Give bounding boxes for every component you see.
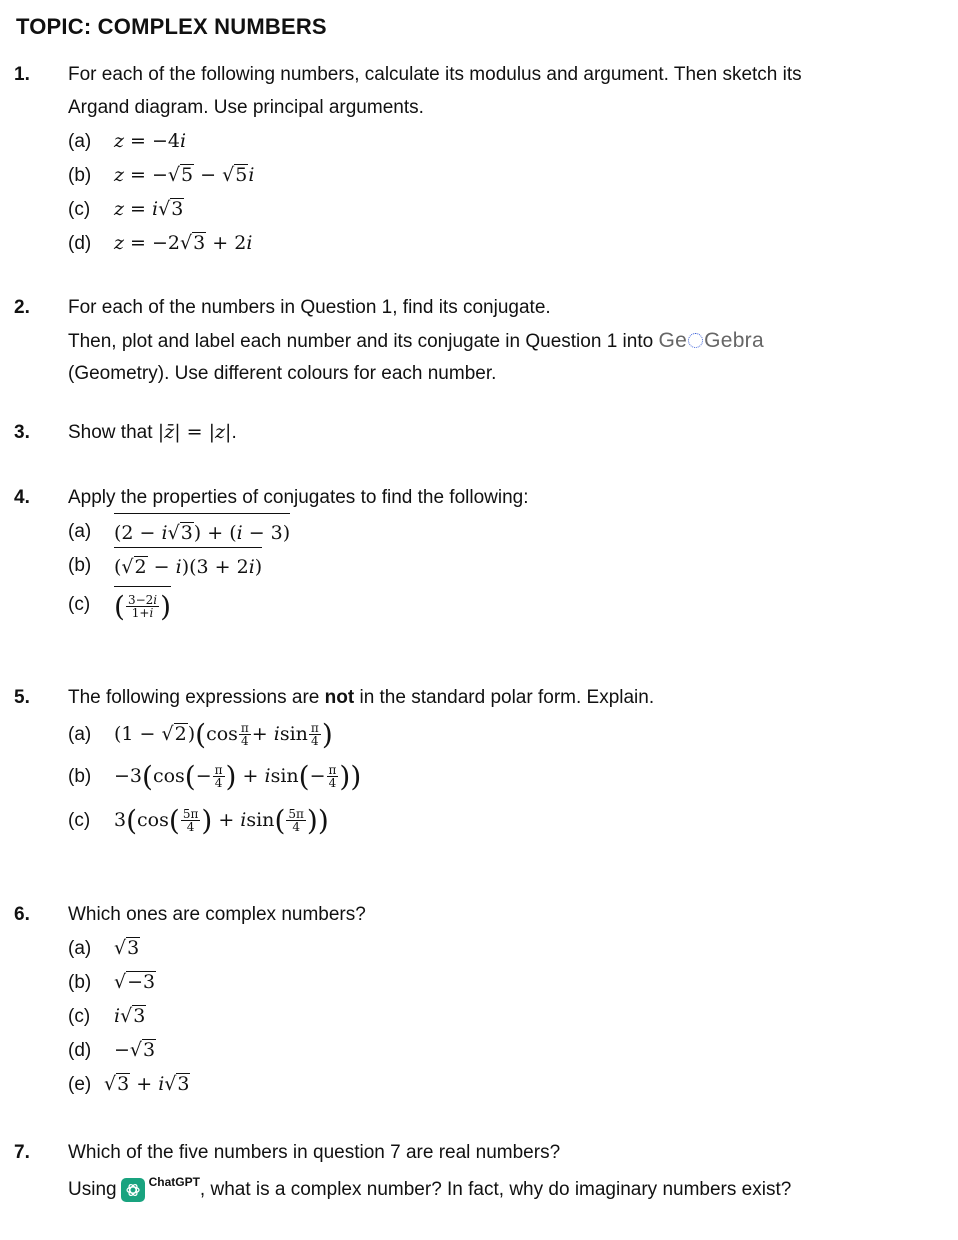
math-expression: −3(cos(− $\frac{\pi}{4}$ ) + isin(− $\frac{\pi}{4}$ ))	[114, 759, 362, 793]
sub-part-c: (c) 3(cos( $\frac{5\pi}{4}$ ) + isin( $\frac{5\pi}{4}$ ))	[68, 803, 329, 837]
sub-part-a: (a) (1 − √2)(cos $\frac{\pi}{4}$ + isin $\frac{\pi}{4}$ )	[68, 717, 333, 751]
sub-part-c: (c) i√3	[68, 999, 948, 1033]
openai-knot-icon	[121, 1178, 145, 1202]
math-expression: (2 − i√3) + (i − 3)	[114, 513, 290, 550]
math-expression: (1 − √2)(cos $\frac{\pi}{4}$ + isin $\frac{\pi}{4}$ )	[114, 717, 333, 751]
sub-part-d: (d) z = −2√3 + 2i	[68, 226, 948, 260]
question-number: 1.	[14, 64, 30, 85]
sub-part-a: (a) z = −4i	[68, 124, 948, 158]
sub-part-d: (d) −√3	[68, 1033, 948, 1067]
sub-part-b: (b) −3(cos(− $\frac{\pi}{4}$ ) + isin(− $\frac{\pi}{4}$ ))	[68, 759, 362, 793]
sub-part-c: (c) z = i√3	[68, 192, 948, 226]
math-expression: |z̄| = |z|	[157, 421, 232, 443]
math-expression: 3(cos( $\frac{5\pi}{4}$ ) + isin( $\frac{5\pi}{4}$ ))	[114, 803, 329, 837]
page-title: TOPIC: COMPLEX NUMBERS	[16, 14, 327, 39]
question-text: For each of the numbers in Question 1, find its conjugate.	[68, 297, 551, 318]
geogebra-ellipse-icon	[688, 333, 703, 348]
question-number: 3.	[14, 422, 30, 443]
math-expression: z = −4i	[114, 129, 187, 152]
math-expression: √−3	[114, 970, 156, 993]
math-expression: √3 + i√3	[104, 1072, 190, 1095]
math-expression: (√2 − i)(3 + 2i)	[114, 547, 262, 584]
math-expression: z = −√5 − √5i	[114, 163, 255, 186]
question-text: Apply the properties of conjugates to find the following:	[68, 487, 529, 508]
question-text: Which of the five numbers in question 7 are real numbers?	[68, 1142, 561, 1163]
sub-part-b: (b) √−3	[68, 965, 948, 999]
math-expression: ( $\frac{3-2i}{1+i}$ )	[114, 586, 171, 623]
question-text: (Geometry). Use different colours for each number.	[68, 363, 497, 384]
sub-part-a: (a) (2 − i√3) + (i − 3)	[68, 514, 948, 548]
math-expression: i√3	[114, 1004, 146, 1027]
math-expression: z = i√3	[114, 197, 184, 220]
question-text: Then, plot and label each number and its conjugate in Question 1 into	[68, 331, 654, 352]
sub-part-c: (c) ( $\frac{3-2i}{1+i}$ )	[68, 582, 948, 626]
question-text: Which ones are complex numbers?	[68, 904, 366, 925]
geogebra-logo-icon: Ge Gebra	[658, 329, 764, 352]
sub-part-b: (b) (√2 − i)(3 + 2i)	[68, 548, 948, 582]
question-text: Argand diagram. Use principal arguments.	[68, 97, 424, 118]
question-number: 5.	[14, 687, 30, 708]
question-number: 4.	[14, 487, 30, 508]
question-text: For each of the following numbers, calculate its modulus and argument. Then sketch its	[68, 64, 802, 85]
math-expression: −√3	[114, 1038, 156, 1061]
sub-part-a: (a) √3	[68, 931, 948, 965]
sub-part-b: (b) z = −√5 − √5i	[68, 158, 948, 192]
chatgpt-logo-icon: ChatGPT	[121, 1174, 200, 1207]
sub-part-e: (e) √3 + i√3	[68, 1067, 948, 1101]
question-number: 7.	[14, 1142, 30, 1163]
question-number: 6.	[14, 904, 30, 925]
math-expression: z = −2√3 + 2i	[114, 231, 253, 254]
question-number: 2.	[14, 297, 30, 318]
math-expression: √3	[114, 936, 140, 959]
